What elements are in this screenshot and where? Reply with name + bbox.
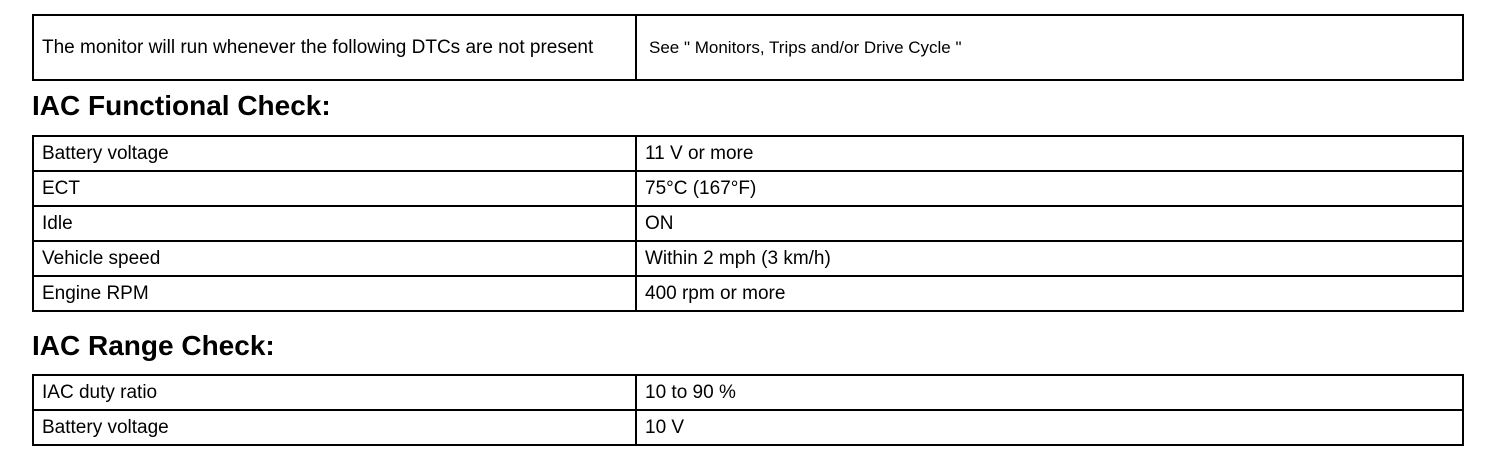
table-row [33,136,1463,171]
iac-range-check-heading: IAC Range Check: [32,330,275,361]
table-row [33,410,1463,445]
value-cell: 75°C (167°F) [636,171,1463,206]
condition-cell: Battery voltage [33,136,636,171]
value-cell: 400 rpm or more [636,276,1463,311]
condition-cell: ECT [33,171,636,206]
value-cell: 11 V or more [636,136,1463,171]
value-cell: See " Monitors, Trips and/or Drive Cycle " [636,15,1463,80]
condition-cell: Idle [33,206,636,241]
table-row [33,276,1463,311]
table-row [33,241,1463,276]
iac-functional-check-heading: IAC Functional Check: [32,90,331,121]
intro-table [32,14,1464,81]
table-row [33,15,1463,80]
value-cell: ON [636,206,1463,241]
value-cell: Within 2 mph (3 km/h) [636,241,1463,276]
condition-cell: IAC duty ratio [33,375,636,410]
table-row [33,375,1463,410]
condition-cell: Vehicle speed [33,241,636,276]
table-row [33,206,1463,241]
table-row [33,171,1463,206]
iac-range-check-table [32,374,1464,446]
value-cell: 10 V [636,410,1463,445]
condition-cell: Engine RPM [33,276,636,311]
iac-functional-check-table [32,135,1464,312]
condition-cell: The monitor will run whenever the following DTCs are not present [33,15,636,80]
condition-cell: Battery voltage [33,410,636,445]
value-cell: 10 to 90 % [636,375,1463,410]
